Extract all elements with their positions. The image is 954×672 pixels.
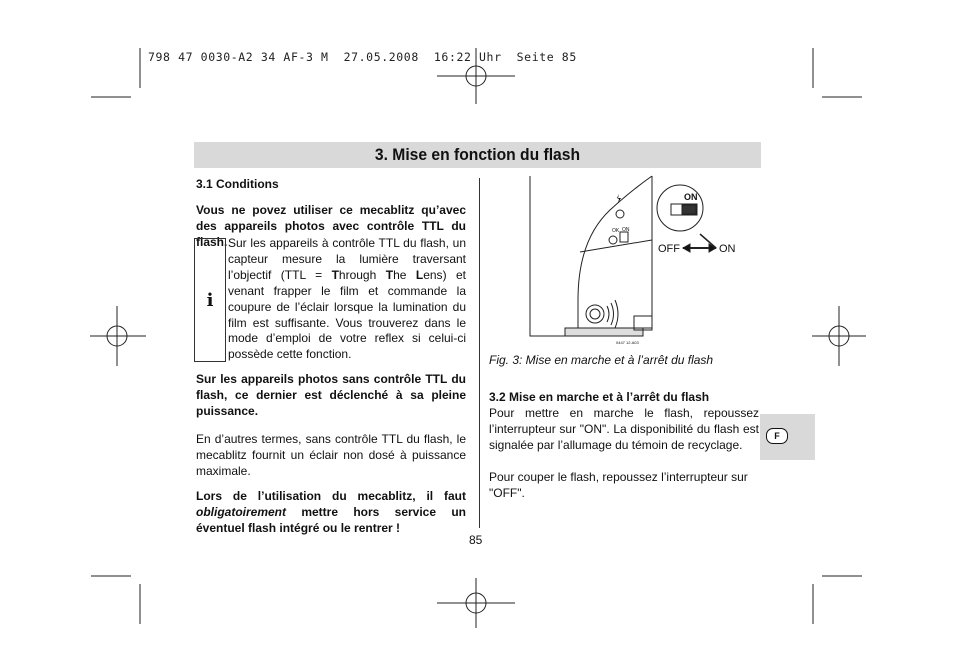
ttl-letter-t: T (331, 267, 339, 282)
page-number: 85 (469, 533, 483, 547)
info-text-part-1: Sur les appareils à contrôle TTL du flash, un capteur mesure la lumière traversant l’objectif (TTL = (228, 236, 466, 282)
figure-code: 0447 12.A03 (616, 340, 639, 345)
final-warning-part-1: Lors de l’utilisation du mecablitz, il faut (196, 489, 466, 503)
figure-on-label: ON (719, 243, 736, 255)
print-header: 798 47 0030-A2 34 AF-3 M 27.05.2008 16:22 Uhr Seite 85 (148, 50, 577, 64)
on-off-paragraph-2: Pour couper le flash, repoussez l’interrupteur sur "OFF". (489, 470, 748, 500)
final-warning-emphasis: obligatoirement (196, 505, 287, 519)
language-tab (760, 414, 815, 460)
warning-paragraph: Sur les appareils photos sans contrôle TTL du flash, ce dernier est déclenché à sa pleine puissance. (196, 372, 466, 418)
ttl-he: he (393, 267, 416, 282)
ttl-letter-l: L (415, 267, 424, 282)
final-warning-part-2: mettre hors service un éventuel flash intégré ou le rentrer ! (196, 505, 466, 535)
other-terms-paragraph: En d’autres termes, sans contrôle TTL du flash, le mecablitz fournit un éclair non dosé à puissance maximale. (196, 432, 466, 478)
info-icon: i (206, 289, 214, 311)
info-text-part-2: ) et venant frapper le film et commande la coupure de l’éclair lorsque la lumination du film est suffisante. Vous trouverez dans le mode d’emploi de votre reflex si celui-ci possède cette fonction. (228, 267, 467, 362)
section-heading-on-off: 3.2 Mise en marche et à l’arrêt du flash (489, 390, 710, 404)
figure-off-label: OFF (658, 243, 680, 255)
ttl-letter-t2: T (385, 267, 394, 282)
ttl-ens: ens (423, 267, 443, 282)
page-title: 3. Mise en fonction du flash (374, 145, 581, 164)
figure-ok-label: OK (612, 228, 620, 234)
section-heading-conditions: 3.1 Conditions (196, 177, 279, 191)
on-off-paragraph-1: Pour mettre en marche le flash, repoussez l’interrupteur sur "ON". La disponibilité du flash est signalée par l’allumage du témoin de recyclage. (489, 406, 759, 452)
figure-on-label-callout: ON (684, 192, 698, 202)
language-badge: F (766, 428, 788, 444)
right-column (489, 389, 759, 501)
intro-paragraph: Vous ne povez utiliser ce mecablitz qu’avec des appareils photos avec contrôle TTL du flash. (196, 203, 466, 249)
ttl-hrough: hrough (338, 267, 386, 282)
figure-on-small-label: ON (622, 227, 630, 233)
figure-caption: Fig. 3: Mise en marche et à l’arrêt du flash (489, 353, 714, 367)
